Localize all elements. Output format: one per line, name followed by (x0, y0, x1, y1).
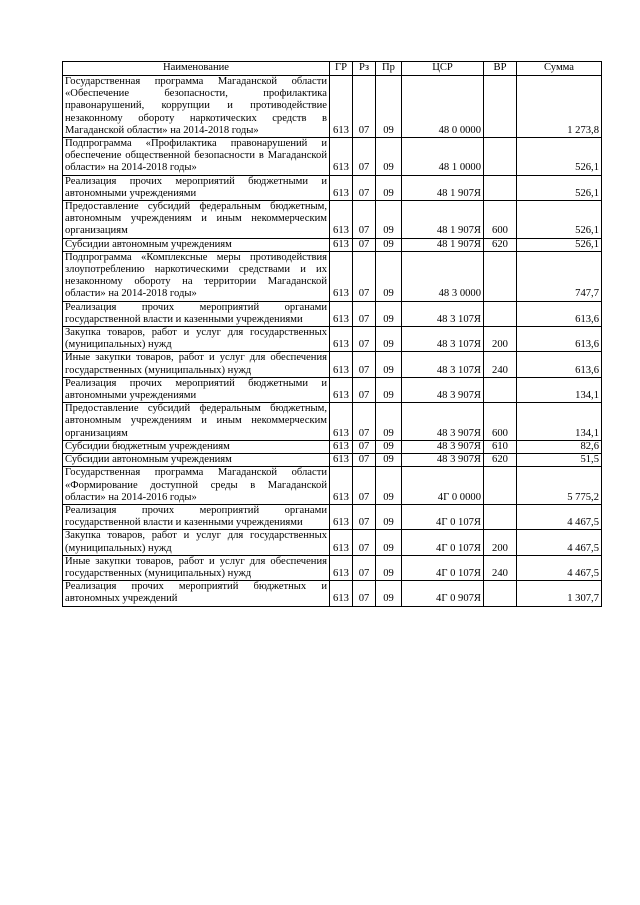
row-sum: 1 273,8 (517, 76, 602, 138)
row-pr: 09 (376, 301, 402, 326)
table-body (63, 76, 602, 607)
row-vr: 600 (484, 201, 517, 239)
row-csr: 48 3 0000 (402, 251, 484, 301)
table-row (63, 377, 602, 402)
table-row (63, 467, 602, 505)
row-name: Реализация прочих мероприятий бюджетных и автономных учреждений (63, 581, 330, 606)
row-rz: 07 (353, 530, 376, 555)
row-name: Реализация прочих мероприятий бюджетными и автономными учреждениями (63, 175, 330, 200)
table-row (63, 530, 602, 555)
row-pr: 09 (376, 581, 402, 606)
row-gr: 613 (330, 454, 353, 467)
row-rz: 07 (353, 251, 376, 301)
table-row (63, 440, 602, 453)
row-sum: 82,6 (517, 440, 602, 453)
table-row (63, 403, 602, 441)
row-csr: 48 3 907Я (402, 377, 484, 402)
table-row (63, 201, 602, 239)
row-sum: 613,6 (517, 301, 602, 326)
row-csr: 48 1 0000 (402, 138, 484, 176)
row-pr: 09 (376, 352, 402, 377)
row-gr: 613 (330, 201, 353, 239)
row-rz: 07 (353, 352, 376, 377)
row-name: Реализация прочих мероприятий бюджетными и автономными учреждениями (63, 377, 330, 402)
row-csr: 4Г 0 107Я (402, 555, 484, 580)
row-pr: 09 (376, 530, 402, 555)
row-gr: 613 (330, 138, 353, 176)
row-name: Иные закупки товаров, работ и услуг для обеспечения государственных (муниципальных) нужд (63, 555, 330, 580)
row-rz: 07 (353, 555, 376, 580)
row-csr: 48 3 907Я (402, 403, 484, 441)
row-name: Реализация прочих мероприятий органами государственной власти и казенными учреждениями (63, 504, 330, 529)
row-csr: 48 3 107Я (402, 352, 484, 377)
row-sum: 526,1 (517, 138, 602, 176)
row-gr: 613 (330, 403, 353, 441)
header-sum: Сумма (517, 62, 602, 76)
row-sum: 134,1 (517, 403, 602, 441)
row-gr: 613 (330, 76, 353, 138)
row-csr: 4Г 0 107Я (402, 504, 484, 529)
row-rz: 07 (353, 201, 376, 239)
row-rz: 07 (353, 440, 376, 453)
table-header-row (63, 62, 602, 76)
row-gr: 613 (330, 251, 353, 301)
row-name: Закупка товаров, работ и услуг для государственных (муниципальных) нужд (63, 530, 330, 555)
header-gr: ГР (330, 62, 353, 76)
row-vr: 610 (484, 440, 517, 453)
row-rz: 07 (353, 403, 376, 441)
row-csr: 4Г 0 107Я (402, 530, 484, 555)
row-gr: 613 (330, 530, 353, 555)
table-row (63, 581, 602, 606)
row-sum: 526,1 (517, 201, 602, 239)
row-name: Субсидии бюджетным учреждениям (63, 440, 330, 453)
table-row (63, 175, 602, 200)
row-sum: 526,1 (517, 175, 602, 200)
row-name: Подпрограмма «Комплексные меры противодействия злоупотреблению наркотическими средствами и их незаконному обороту на территории Магаданской области» на 2014-2018 годы» (63, 251, 330, 301)
row-pr: 09 (376, 201, 402, 239)
row-vr (484, 251, 517, 301)
row-csr: 4Г 0 907Я (402, 581, 484, 606)
row-sum: 1 307,7 (517, 581, 602, 606)
row-name: Подпрограмма «Профилактика правонарушений и обеспечение общественной безопасности в Магаданской области» на 2014-2018 годы» (63, 138, 330, 176)
row-gr: 613 (330, 238, 353, 251)
row-vr: 600 (484, 403, 517, 441)
row-pr: 09 (376, 454, 402, 467)
row-vr: 200 (484, 530, 517, 555)
row-vr: 200 (484, 327, 517, 352)
table-row (63, 504, 602, 529)
row-gr: 613 (330, 175, 353, 200)
row-pr: 09 (376, 440, 402, 453)
row-pr: 09 (376, 403, 402, 441)
row-rz: 07 (353, 301, 376, 326)
table-row (63, 555, 602, 580)
table-row (63, 301, 602, 326)
header-rz: Рз (353, 62, 376, 76)
row-pr: 09 (376, 251, 402, 301)
row-gr: 613 (330, 377, 353, 402)
row-csr: 48 1 907Я (402, 201, 484, 239)
table-row (63, 138, 602, 176)
row-vr (484, 175, 517, 200)
row-vr (484, 301, 517, 326)
row-vr: 620 (484, 454, 517, 467)
row-rz: 07 (353, 504, 376, 529)
row-csr: 48 3 907Я (402, 440, 484, 453)
row-csr: 48 1 907Я (402, 238, 484, 251)
row-sum: 134,1 (517, 377, 602, 402)
row-gr: 613 (330, 301, 353, 326)
row-sum: 51,5 (517, 454, 602, 467)
row-sum: 613,6 (517, 327, 602, 352)
row-pr: 09 (376, 504, 402, 529)
row-sum: 5 775,2 (517, 467, 602, 505)
row-gr: 613 (330, 440, 353, 453)
table-row (63, 251, 602, 301)
row-gr: 613 (330, 555, 353, 580)
row-vr: 620 (484, 238, 517, 251)
row-sum: 526,1 (517, 238, 602, 251)
row-pr: 09 (376, 377, 402, 402)
row-csr: 48 3 107Я (402, 327, 484, 352)
row-rz: 07 (353, 467, 376, 505)
row-sum: 4 467,5 (517, 530, 602, 555)
table-row (63, 327, 602, 352)
row-sum: 4 467,5 (517, 555, 602, 580)
row-pr: 09 (376, 327, 402, 352)
row-sum: 747,7 (517, 251, 602, 301)
row-vr (484, 467, 517, 505)
row-pr: 09 (376, 555, 402, 580)
row-csr: 48 0 0000 (402, 76, 484, 138)
row-name: Предоставление субсидий федеральным бюджетным, автономным учреждениям и иным некоммерческим организациям (63, 403, 330, 441)
budget-table (62, 61, 602, 607)
header-pr: Пр (376, 62, 402, 76)
row-sum: 613,6 (517, 352, 602, 377)
row-rz: 07 (353, 238, 376, 251)
row-name: Субсидии автономным учреждениям (63, 454, 330, 467)
table-row (63, 352, 602, 377)
row-name: Реализация прочих мероприятий органами государственной власти и казенными учреждениями (63, 301, 330, 326)
row-rz: 07 (353, 581, 376, 606)
table-row (63, 454, 602, 467)
row-vr (484, 581, 517, 606)
row-rz: 07 (353, 76, 376, 138)
row-pr: 09 (376, 238, 402, 251)
row-csr: 4Г 0 0000 (402, 467, 484, 505)
row-name: Государственная программа Магаданской области «Обеспечение безопасности, профилактика правонарушений, коррупции и противодействие незаконному обороту наркотических средств в Магаданской области» на 2014-2018 годы» (63, 76, 330, 138)
row-csr: 48 3 907Я (402, 454, 484, 467)
row-vr (484, 138, 517, 176)
header-vr: ВР (484, 62, 517, 76)
row-name: Государственная программа Магаданской области «Формирование доступной среды в Магаданской области» на 2014-2016 годы» (63, 467, 330, 505)
header-csr: ЦСР (402, 62, 484, 76)
row-gr: 613 (330, 504, 353, 529)
row-pr: 09 (376, 175, 402, 200)
row-csr: 48 3 107Я (402, 301, 484, 326)
row-pr: 09 (376, 138, 402, 176)
row-vr: 240 (484, 555, 517, 580)
row-sum: 4 467,5 (517, 504, 602, 529)
row-vr (484, 504, 517, 529)
row-rz: 07 (353, 327, 376, 352)
row-vr (484, 76, 517, 138)
row-rz: 07 (353, 138, 376, 176)
row-vr (484, 377, 517, 402)
row-name: Закупка товаров, работ и услуг для государственных (муниципальных) нужд (63, 327, 330, 352)
table-row (63, 76, 602, 138)
row-gr: 613 (330, 327, 353, 352)
header-name: Наименование (63, 62, 330, 76)
row-pr: 09 (376, 467, 402, 505)
row-name: Иные закупки товаров, работ и услуг для обеспечения государственных (муниципальных) нужд (63, 352, 330, 377)
row-gr: 613 (330, 352, 353, 377)
table-row (63, 238, 602, 251)
row-rz: 07 (353, 377, 376, 402)
row-name: Субсидии автономным учреждениям (63, 238, 330, 251)
row-name: Предоставление субсидий федеральным бюджетным, автономным учреждениям и иным некоммерческим организациям (63, 201, 330, 239)
row-gr: 613 (330, 581, 353, 606)
row-rz: 07 (353, 175, 376, 200)
row-pr: 09 (376, 76, 402, 138)
row-csr: 48 1 907Я (402, 175, 484, 200)
row-rz: 07 (353, 454, 376, 467)
row-vr: 240 (484, 352, 517, 377)
row-gr: 613 (330, 467, 353, 505)
